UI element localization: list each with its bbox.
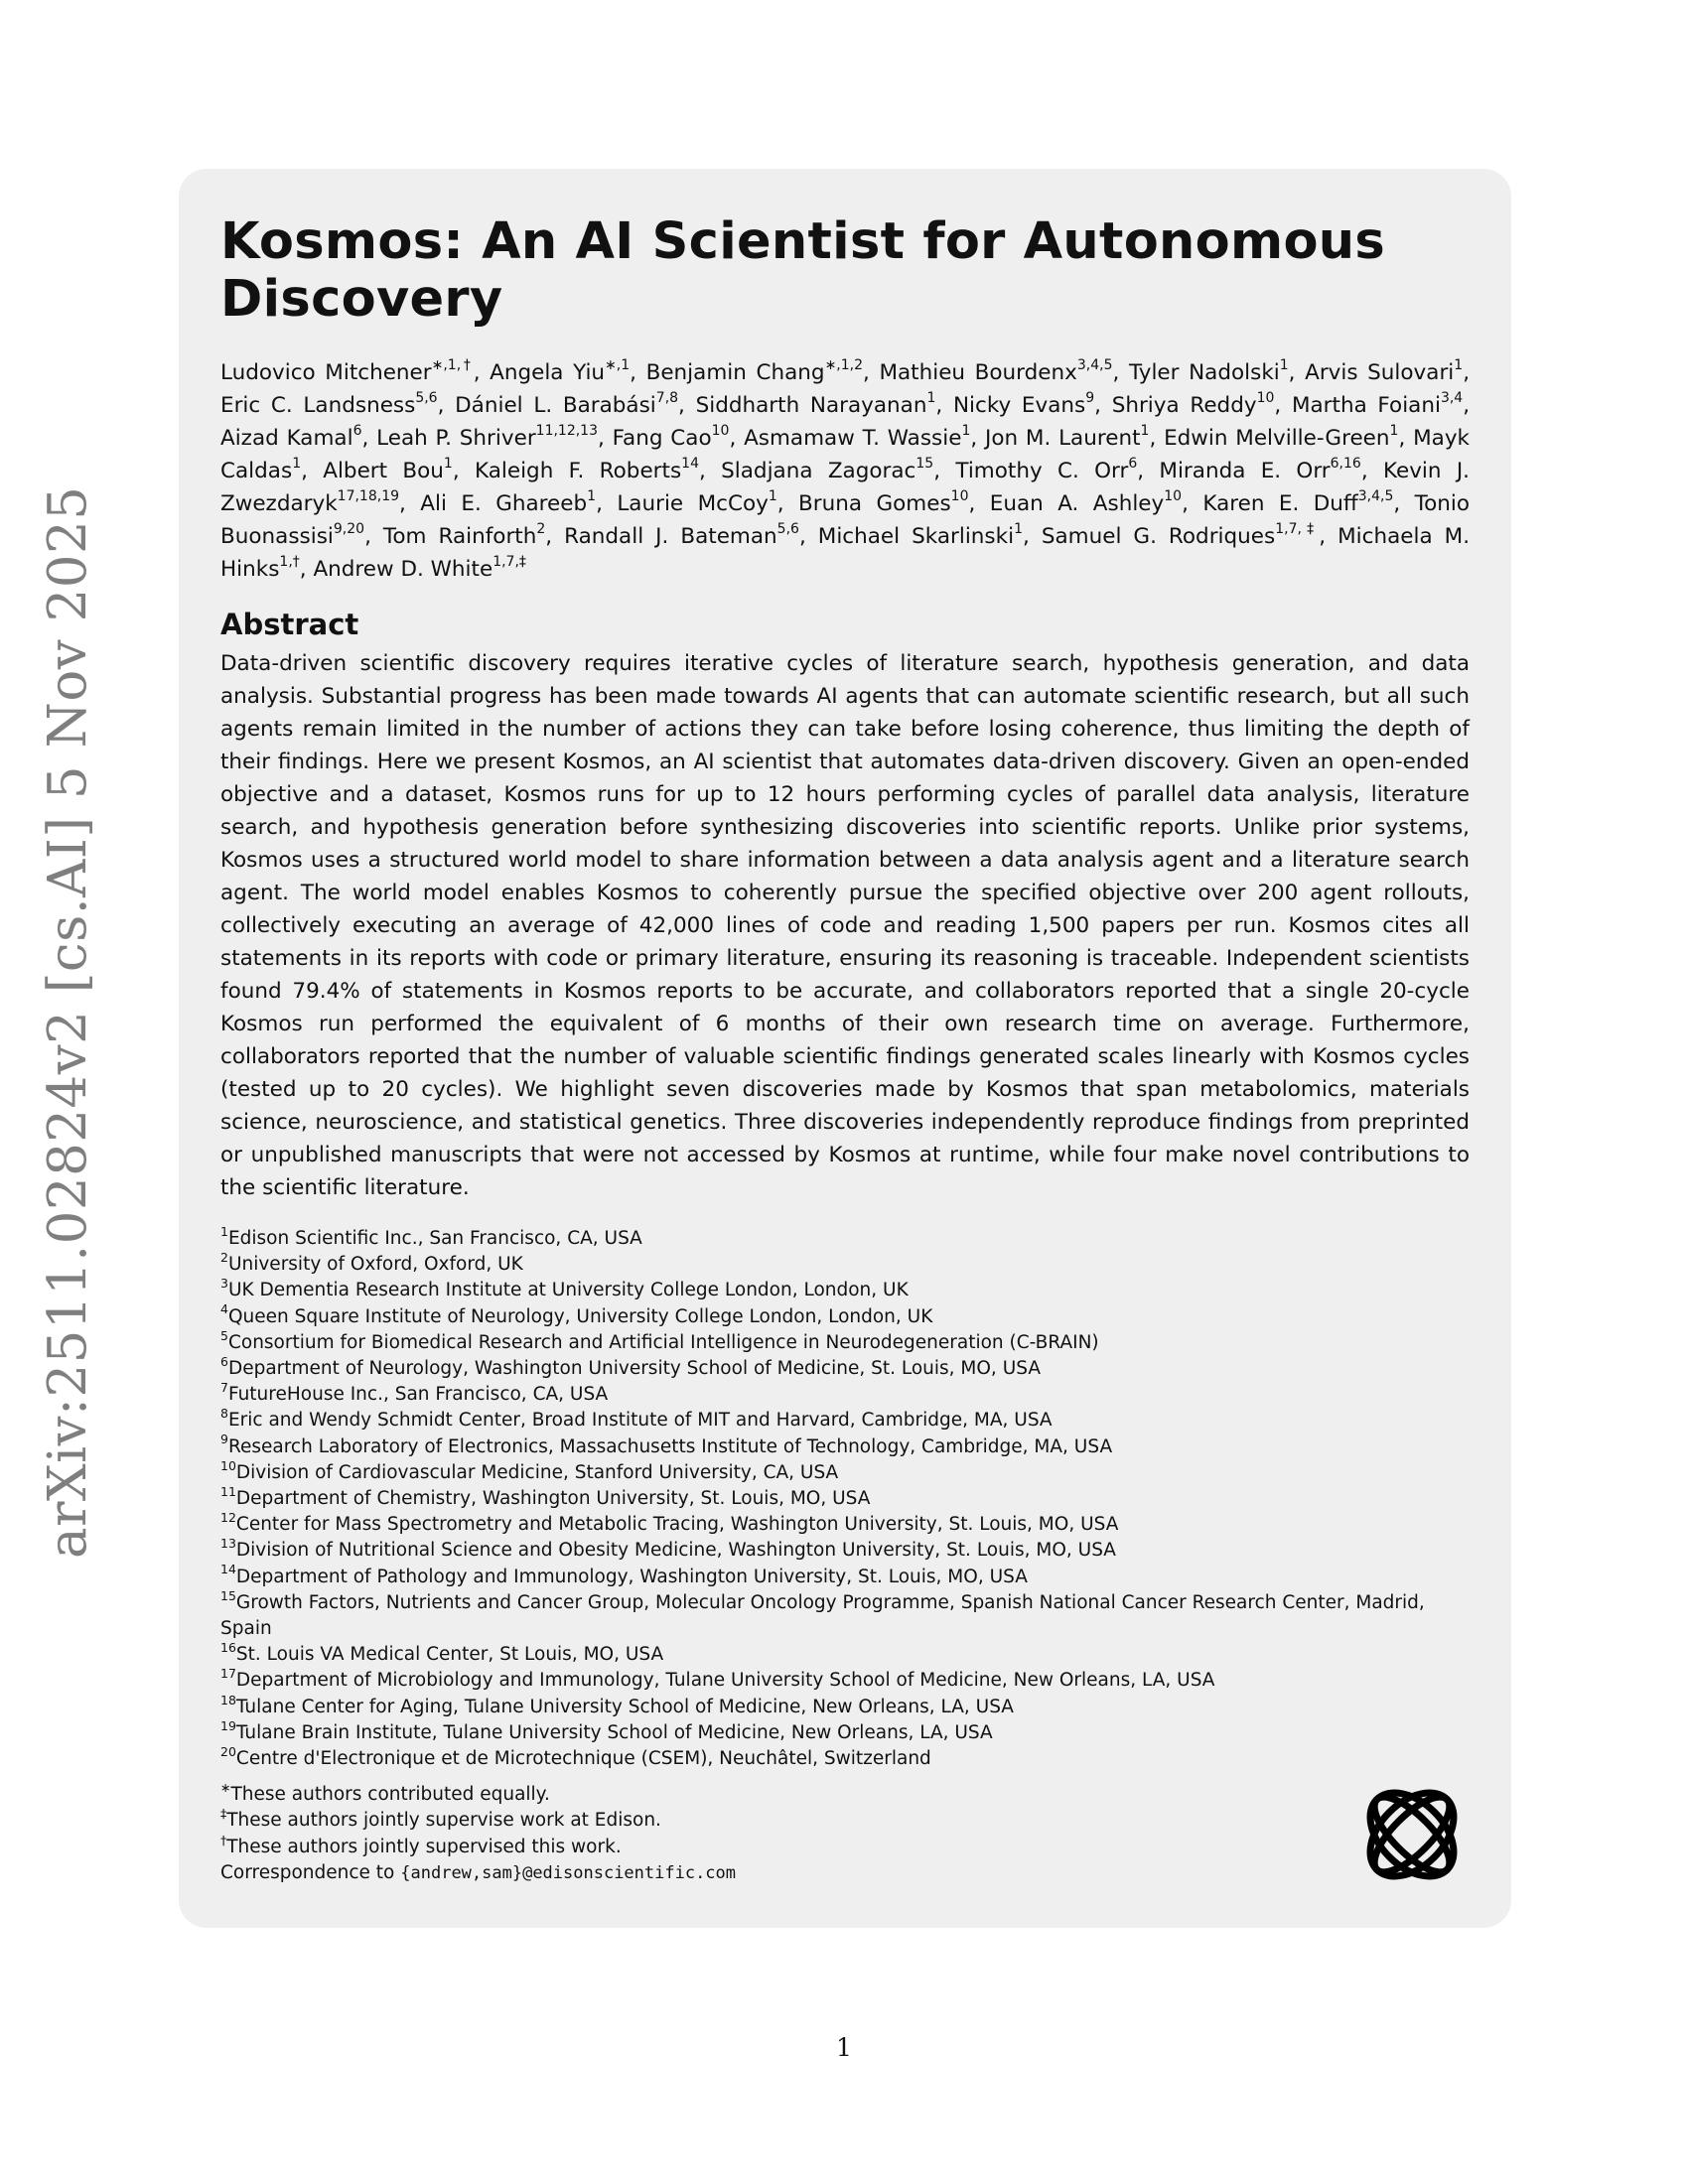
- affiliation-item: $^{19}$Tulane Brain Institute, Tulane University School of Medicine, New Orleans, LA, USA: [220, 1717, 993, 1743]
- author-name: Michaela M. Hinks$^{1,\dagger}$: [220, 524, 1471, 582]
- author-affiliation-marks: 7,8: [655, 389, 679, 406]
- author-affiliation-marks: 3,4,5: [1076, 356, 1113, 373]
- author-affiliation-marks: ∗,1,2: [824, 356, 864, 373]
- author-affiliation-marks: 1: [1454, 356, 1464, 373]
- affiliation-item: $^8$Eric and Wendy Schmidt Center, Broad Institute of MIT and Harvard, Cambridge, MA, USA: [220, 1406, 1053, 1432]
- author-affiliation-marks: 9,20: [333, 520, 365, 537]
- author-name: Bruna Gomes$^{10}$: [798, 487, 969, 516]
- footnote-item: ‡These authors jointly supervise work at Edison.: [220, 1806, 661, 1832]
- author-name: Randall J. Bateman$^{5,6}$: [564, 520, 799, 549]
- author-affiliation-marks: 1: [1014, 520, 1023, 537]
- affiliation-item: $^{16}$St. Louis VA Medical Center, St Louis, MO, USA: [220, 1640, 664, 1666]
- paper-title: Kosmos: An AI Scientist for Autonomous Discovery: [220, 212, 1386, 329]
- affiliation-item: $^{17}$Department of Microbiology and Immunology, Tulane University School of Medicine, New Orleans, LA, USA: [220, 1666, 1215, 1692]
- author-name: Ludovico Mitchener$^{∗,1,\dagger}$: [220, 356, 474, 385]
- author-name: Fang Cao$^{10}$: [612, 422, 730, 451]
- author-affiliation-marks: 3,4,5: [1357, 487, 1394, 504]
- author-name: Shriya Reddy$^{10}$: [1111, 389, 1275, 418]
- author-list: Ludovico Mitchener$^{∗,1,\dagger}$, Angela Yiu$^{∗,1}$, Benjamin Chang$^{∗,1,2}$, Mathieu Bourdenx$^{3,4,5}$, Tyler Nadolski$^1$, Arvis Sulovari$^1$, Eric C. Landsness$^{5,6}$, Dániel L. Barabási$^{7,8}$, Siddharth Narayanan$^1$, Nicky Evans$^9$, Shriya Reddy$^{10}$, Martha Foiani$^{3,4}$, Aizad Kamal$^6$, Leah P. Shriver$^{11,12,13}$, Fang Cao$^{10}$, Asmamaw T. Wassie$^1$, Jon M. Laurent$^1$, Edwin Melville-Green$^1$, Mayk Caldas$^1$, Albert Bou$^1$, Kaleigh F. Roberts$^{14}$, Sladjana Zagorac$^{15}$, Timothy C. Orr$^6$, Miranda E. Orr$^{6,16}$, Kevin J. Zwezdaryk$^{17,18,19}$, Ali E. Ghareeb$^1$, Laurie McCoy$^1$, Bruna Gomes$^{10}$, Euan A. Ashley$^{10}$, Karen E. Duff$^{3,4,5}$, Tonio Buonassisi$^{9,20}$, Tom Rainforth$^2$, Randall J. Bateman$^{5,6}$, Michael Skarlinski$^1$, Samuel G. Rodriques$^{1,7,\ddagger}$, Michaela M. Hinks$^{1,\dagger}$, Andrew D. White$^{1,7,\ddagger}$: [220, 356, 1471, 582]
- affiliation-item: $^{13}$Division of Nutritional Science and Obesity Medicine, Washington University, St. Louis, MO, USA: [220, 1536, 1116, 1562]
- author-affiliation-marks: 17,18,19: [337, 487, 400, 504]
- author-affiliation-marks: ∗,1: [605, 356, 631, 373]
- arxiv-stamp: arXiv:2511.02824v2 [cs.AI] 5 Nov 2025: [38, 485, 98, 1559]
- correspondence-email[interactable]: {andrew,sam}@edisonscientific.com: [400, 1862, 737, 1883]
- footnote-item: ∗These authors contributed equally.: [220, 1780, 550, 1806]
- author-name: Edwin Melville-Green$^1$: [1164, 422, 1399, 451]
- author-affiliation-marks: 2: [536, 520, 546, 537]
- author-name: Mathieu Bourdenx$^{3,4,5}$: [879, 356, 1113, 385]
- affiliation-item: $^{18}$Tulane Center for Aging, Tulane University School of Medicine, New Orleans, LA, USA: [220, 1692, 1014, 1717]
- title-page-content: [220, 213, 1470, 1886]
- author-affiliation-marks: 6: [1128, 455, 1138, 472]
- author-affiliation-marks: 1,7,‡: [492, 553, 526, 570]
- author-name: Tom Rainforth$^2$: [382, 520, 546, 549]
- author-name: Dániel L. Barabási$^{7,8}$: [455, 389, 679, 418]
- author-affiliation-marks: 10: [711, 422, 730, 439]
- correspondence-line: [220, 1860, 1470, 1886]
- author-name: Martha Foiani$^{3,4}$: [1291, 389, 1464, 418]
- author-affiliation-marks: 1,†: [279, 553, 300, 570]
- author-name: Siddharth Narayanan$^1$: [695, 389, 936, 418]
- author-name: Leah P. Shriver$^{11,12,13}$: [376, 422, 598, 451]
- affiliation-item: $^{11}$Department of Chemistry, Washington University, St. Louis, MO, USA: [220, 1483, 871, 1510]
- affiliation-item: $^{12}$Center for Mass Spectrometry and Metabolic Tracing, Washington University, St. Louis, MO, USA: [220, 1510, 1119, 1536]
- author-name: Benjamin Chang$^{∗,1,2}$: [645, 356, 864, 385]
- abstract-heading: Abstract: [220, 608, 359, 641]
- author-affiliation-marks: 1: [1279, 356, 1289, 373]
- author-name: Tyler Nadolski$^1$: [1128, 356, 1289, 385]
- affiliation-item: $^4$Queen Square Institute of Neurology, University College London, London, UK: [220, 1301, 933, 1327]
- author-name: Michael Skarlinski$^1$: [817, 520, 1023, 549]
- author-affiliation-marks: 15: [915, 455, 934, 472]
- author-affiliation-marks: 6,16: [1330, 455, 1361, 472]
- affiliation-item: $^7$FutureHouse Inc., San Francisco, CA, USA: [220, 1380, 609, 1406]
- author-affiliation-marks: 1: [292, 455, 302, 472]
- author-name: Jon M. Laurent$^1$: [985, 422, 1150, 451]
- author-affiliation-marks: 1: [961, 422, 971, 439]
- affiliation-item: $^6$Department of Neurology, Washington University School of Medicine, St. Louis, MO, USA: [220, 1353, 1041, 1380]
- author-affiliation-marks: 1: [1140, 422, 1150, 439]
- author-name: Timothy C. Orr$^6$: [955, 455, 1138, 483]
- author-name: Euan A. Ashley$^{10}$: [989, 487, 1183, 516]
- affiliation-list: [220, 1223, 1470, 1772]
- affiliation-item: $^1$Edison Scientific Inc., San Francisco, CA, USA: [220, 1223, 642, 1249]
- page-number: 1: [836, 2033, 852, 2062]
- author-name: Eric C. Landsness$^{5,6}$: [220, 389, 438, 418]
- footnote-item: †These authors jointly supervised this work.: [220, 1832, 622, 1857]
- affiliation-item: $^5$Consortium for Biomedical Research and Artificial Intelligence in Neurodegeneration (C-BRAIN): [220, 1327, 1099, 1353]
- author-name: Laurie McCoy$^1$: [617, 487, 777, 516]
- kosmos-logo-icon: [1356, 1779, 1468, 1890]
- author-affiliation-marks: 10: [1164, 487, 1183, 504]
- author-affiliation-marks: 11,12,13: [535, 422, 598, 439]
- affiliation-item: $^9$Research Laboratory of Electronics, Massachusetts Institute of Technology, Cambridge, MA, USA: [220, 1432, 1113, 1457]
- correspondence-label: Correspondence to: [220, 1861, 401, 1883]
- author-name: Tonio Buonassisi$^{9,20}$: [220, 491, 1471, 549]
- affiliation-item: $^3$UK Dementia Research Institute at University College London, London, UK: [220, 1276, 909, 1301]
- author-name: Sladjana Zagorac$^{15}$: [721, 455, 934, 483]
- author-name: Aizad Kamal$^6$: [220, 422, 362, 451]
- author-affiliation-marks: ∗,1,†: [431, 356, 474, 373]
- author-affiliation-marks: 5,6: [776, 520, 799, 537]
- author-name: Albert Bou$^1$: [323, 455, 453, 483]
- affiliation-item: $^2$University of Oxford, Oxford, UK: [220, 1250, 523, 1276]
- affiliation-item: $^{10}$Division of Cardiovascular Medicine, Stanford University, CA, USA: [220, 1457, 839, 1483]
- author-name: Nicky Evans$^9$: [952, 389, 1095, 418]
- author-affiliation-marks: 1: [1389, 422, 1399, 439]
- author-affiliation-marks: 6: [352, 422, 362, 439]
- author-affiliation-marks: 5,6: [415, 389, 438, 406]
- author-name: Samuel G. Rodriques$^{1,7,\ddagger}$: [1041, 520, 1320, 549]
- affiliation-item: $^{20}$Centre d'Electronique et de Microtechnique (CSEM), Neuchâtel, Switzerland: [220, 1743, 931, 1770]
- author-name: Arvis Sulovari$^1$: [1305, 356, 1464, 385]
- author-affiliation-marks: 10: [1256, 389, 1275, 406]
- author-name: Asmamaw T. Wassie$^1$: [744, 422, 971, 451]
- author-name: Mayk Caldas$^1$: [220, 426, 1470, 483]
- affiliation-item: $^{15}$Growth Factors, Nutrients and Cancer Group, Molecular Oncology Programme, Spanish National Cancer Research Center, Madrid, Spain: [220, 1587, 1425, 1640]
- author-affiliation-marks: 1: [443, 455, 453, 472]
- author-name: Miranda E. Orr$^{6,16}$: [1159, 455, 1361, 483]
- footnotes: [220, 1782, 1470, 1886]
- author-name: Kevin J. Zwezdaryk$^{17,18,19}$: [220, 459, 1471, 516]
- author-name: Andrew D. White$^{1,7,\ddagger}$: [313, 553, 526, 582]
- author-name: Kaleigh F. Roberts$^{14}$: [474, 455, 699, 483]
- affiliation-item: $^{14}$Department of Pathology and Immunology, Washington University, St. Louis, MO, USA: [220, 1562, 1028, 1587]
- author-affiliation-marks: 9: [1085, 389, 1095, 406]
- author-affiliation-marks: 14: [681, 455, 699, 472]
- author-affiliation-marks: 1: [768, 487, 777, 504]
- author-affiliation-marks: 3,4: [1440, 389, 1464, 406]
- author-name: Ali E. Ghareeb$^1$: [420, 487, 597, 516]
- author-affiliation-marks: 1,7,‡: [1275, 520, 1320, 537]
- author-affiliation-marks: 1: [926, 389, 936, 406]
- author-name: Karen E. Duff$^{3,4,5}$: [1202, 487, 1394, 516]
- author-affiliation-marks: 1: [587, 487, 597, 504]
- author-name: Angela Yiu$^{∗,1}$: [490, 356, 631, 385]
- author-affiliation-marks: 10: [950, 487, 969, 504]
- abstract-text: Data-driven scientific discovery requires iterative cycles of literature search, hypothesis generation, and data analysis. Substantial progress has been made towards AI agents that can automate scientific research, but all such agents remain limited in the number of actions they can take before losing coherence, thus limiting the depth of their findings. Here we present Kosmos, an AI scientist that automates data-driven discovery. Given an open-ended objective and a dataset, Kosmos runs for up to 12 hours performing cycles of parallel data analysis, literature search, and hypothesis generation before synthesizing discoveries into scientific reports. Unlike prior systems, Kosmos uses a structured world model to share information between a data analysis agent and a literature search agent. The world model enables Kosmos to coherently pursue the specified objective over 200 agent rollouts, collectively executing an average of 42,000 lines of code and reading 1,500 papers per run. Kosmos cites all statements in its reports with code or primary literature, ensuring its reasoning is traceable. Independent scientists found 79.4% of statements in Kosmos reports to be accurate, and collaborators reported that a single 20-cycle Kosmos run performed the equivalent of 6 months of their own research time on average. Furthermore, collaborators reported that the number of valuable scientific findings generated scales linearly with Kosmos cycles (tested up to 20 cycles). We highlight seven discoveries made by Kosmos that span metabolomics, materials science, neuroscience, and statistical genetics. Three discoveries independently reproduce findings from preprinted or unpublished manuscripts that were not accessed by Kosmos at runtime, while four make novel contributions to the scientific literature.: [220, 651, 1470, 1200]
